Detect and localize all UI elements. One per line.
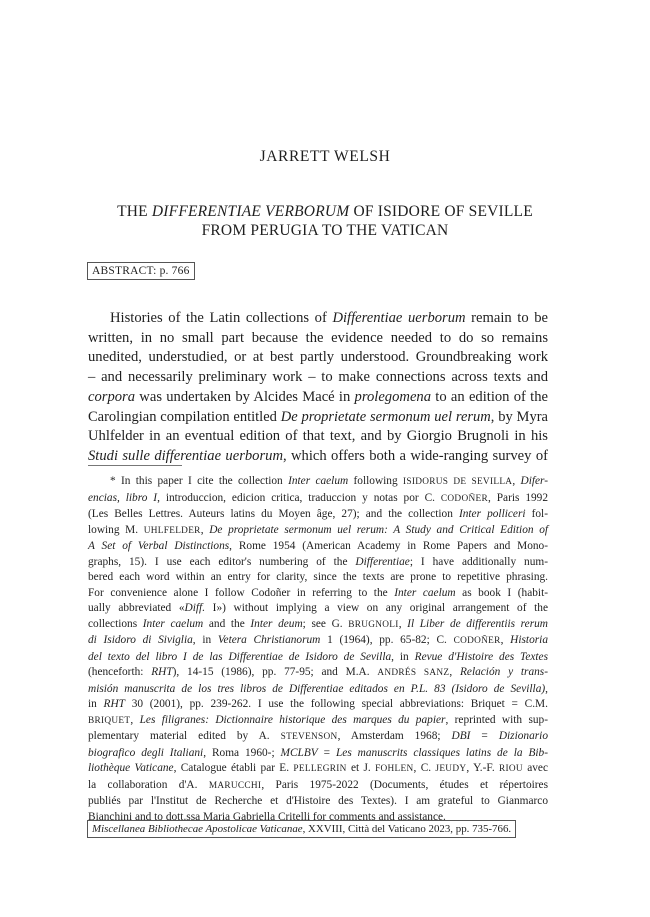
footnote-line: liothèque Vaticane, Catalogue établi par E. PELLEGRIN et J. FOHLEN, C. JEUDY, Y.-F. RIOU avec [88, 762, 548, 774]
footnote-line: publiés par l'Institut de Recherche et d'Histoire des Textes). I am grateful to Gianmarco [88, 795, 548, 807]
footnote-line: plementary material edited by A. STEVENSON, Amsterdam 1968; DBI = Dizionario [88, 730, 548, 742]
body-line: unedited, understudied, or at best partly understood. Groundbreaking work [88, 349, 548, 366]
footnote [88, 474, 548, 825]
footnote-line: encias, libro I, introduccion, edicion critica, traduccion y notas por C. CODOÑER, Paris 1992 [88, 491, 549, 504]
title-line-2: FROM PERUGIA TO THE VATICAN [201, 222, 449, 239]
footnote-line: collections Inter caelum and the Inter deum; see G. BRUGNOLI, Il Liber de differentiis rerum [88, 617, 548, 630]
footnote-line: in RHT 30 (2001), pp. 239-262. I use the following special abbreviations: Briquet = C.M. [88, 698, 548, 710]
footnote-line: ually abbreviated «Diff. I») without implying a view on any original arrangement of the [88, 602, 548, 614]
footnote-line: di Isidoro di Siviglia, in Vetera Christianorum 1 (1964), pp. 65-82; C. CODOÑER, Historia [88, 634, 548, 646]
body-line: Studi sulle differentiae uerborum, which offers both a wide-ranging survey of [88, 447, 548, 464]
body-line: Carolingian compilation entitled De proprietate sermonum uel rerum, by Myra [88, 408, 548, 425]
footnote-line: misión manuscrita de los tres libros de Differentiae editados en P.L. 83 (Isidoro de Sevilla), [88, 682, 548, 695]
footnote-line: * In this paper I cite the collection Inter caelum following ISIDORUS DE SEVILLA, Difer- [110, 475, 548, 487]
body-line: – and necessarily preliminary work – to make connections across texts and [88, 369, 548, 386]
footnote-line: biografico degli Italiani, Roma 1960-; MCLBV = Les manuscrits classiques latins de la Bib- [88, 746, 548, 759]
footnote-separator [88, 465, 182, 466]
title-line-1: THE DIFFERENTIAE VERBORUM OF ISIDORE OF SEVILLE [117, 203, 533, 220]
footnote-line: la collaboration d'A. MARUCCHI, Paris 1975-2022 (Documents, études et répertoires [88, 778, 548, 791]
footnote-line: A Set of Verbal Distinctions, Rome 1954 (American Academy in Rome Papers and Mono- [88, 540, 548, 552]
footnote-line: Bianchini and to dott.ssa Maria Gabriella Critelli for comments and assistance. [88, 810, 446, 823]
footnote-line: For convenience alone I follow Codoñer in referring to the Inter caelum as book I (habit- [88, 586, 548, 599]
footnote-line: (henceforth: RHT), 14-15 (1986), pp. 77-95; and M.A. ANDRÉS SANZ, Relación y trans- [88, 666, 548, 678]
article-title [0, 202, 650, 240]
body-line: Histories of the Latin collections of Differentiae uerborum remain to be [110, 310, 549, 326]
body-line: corpora was undertaken by Alcides Macé in prolegomena to an edition of the [88, 388, 548, 405]
body-line: written, in no small part because the evidence needed to do so remains [88, 329, 548, 346]
body-paragraph [88, 309, 548, 467]
footnote-line: del texto del libro I de las Differentiae de Isidoro de Sevilla, in Revue d'Histoire des Textes [88, 650, 548, 663]
publication-citation: Miscellanea Bibliothecae Apostolicae Vaticanae, XXVIII, Città del Vaticano 2023, pp. 735-766. [87, 820, 516, 838]
footnote-line: lowing M. UHLFELDER, De proprietate sermonum uel rerum: A Study and Critical Edition of [88, 523, 549, 536]
author-name: JARRETT WELSH [259, 148, 391, 165]
abstract-reference: ABSTRACT: p. 766 [87, 262, 195, 280]
footnote-line: graphs, 15). I use each editor's numbering of the Differentiae; I have additionally num- [88, 555, 549, 568]
body-line: Uhlfelder in an eventual edition of that text, and by Giorgio Brugnoli in his [88, 428, 548, 445]
footnote-line: BRIQUET, Les filigranes: Dictionnaire historique des marques du papier, reprinted with sup- [88, 713, 549, 726]
footnote-line: (Les Belles Lettres. Auteurs latins du Moyen âge, 27); and the collection Inter polliceri fol- [88, 508, 548, 520]
footnote-line: bered each word within an entry for clarity, since the texts are prone to repetitive phrasing. [88, 571, 548, 583]
